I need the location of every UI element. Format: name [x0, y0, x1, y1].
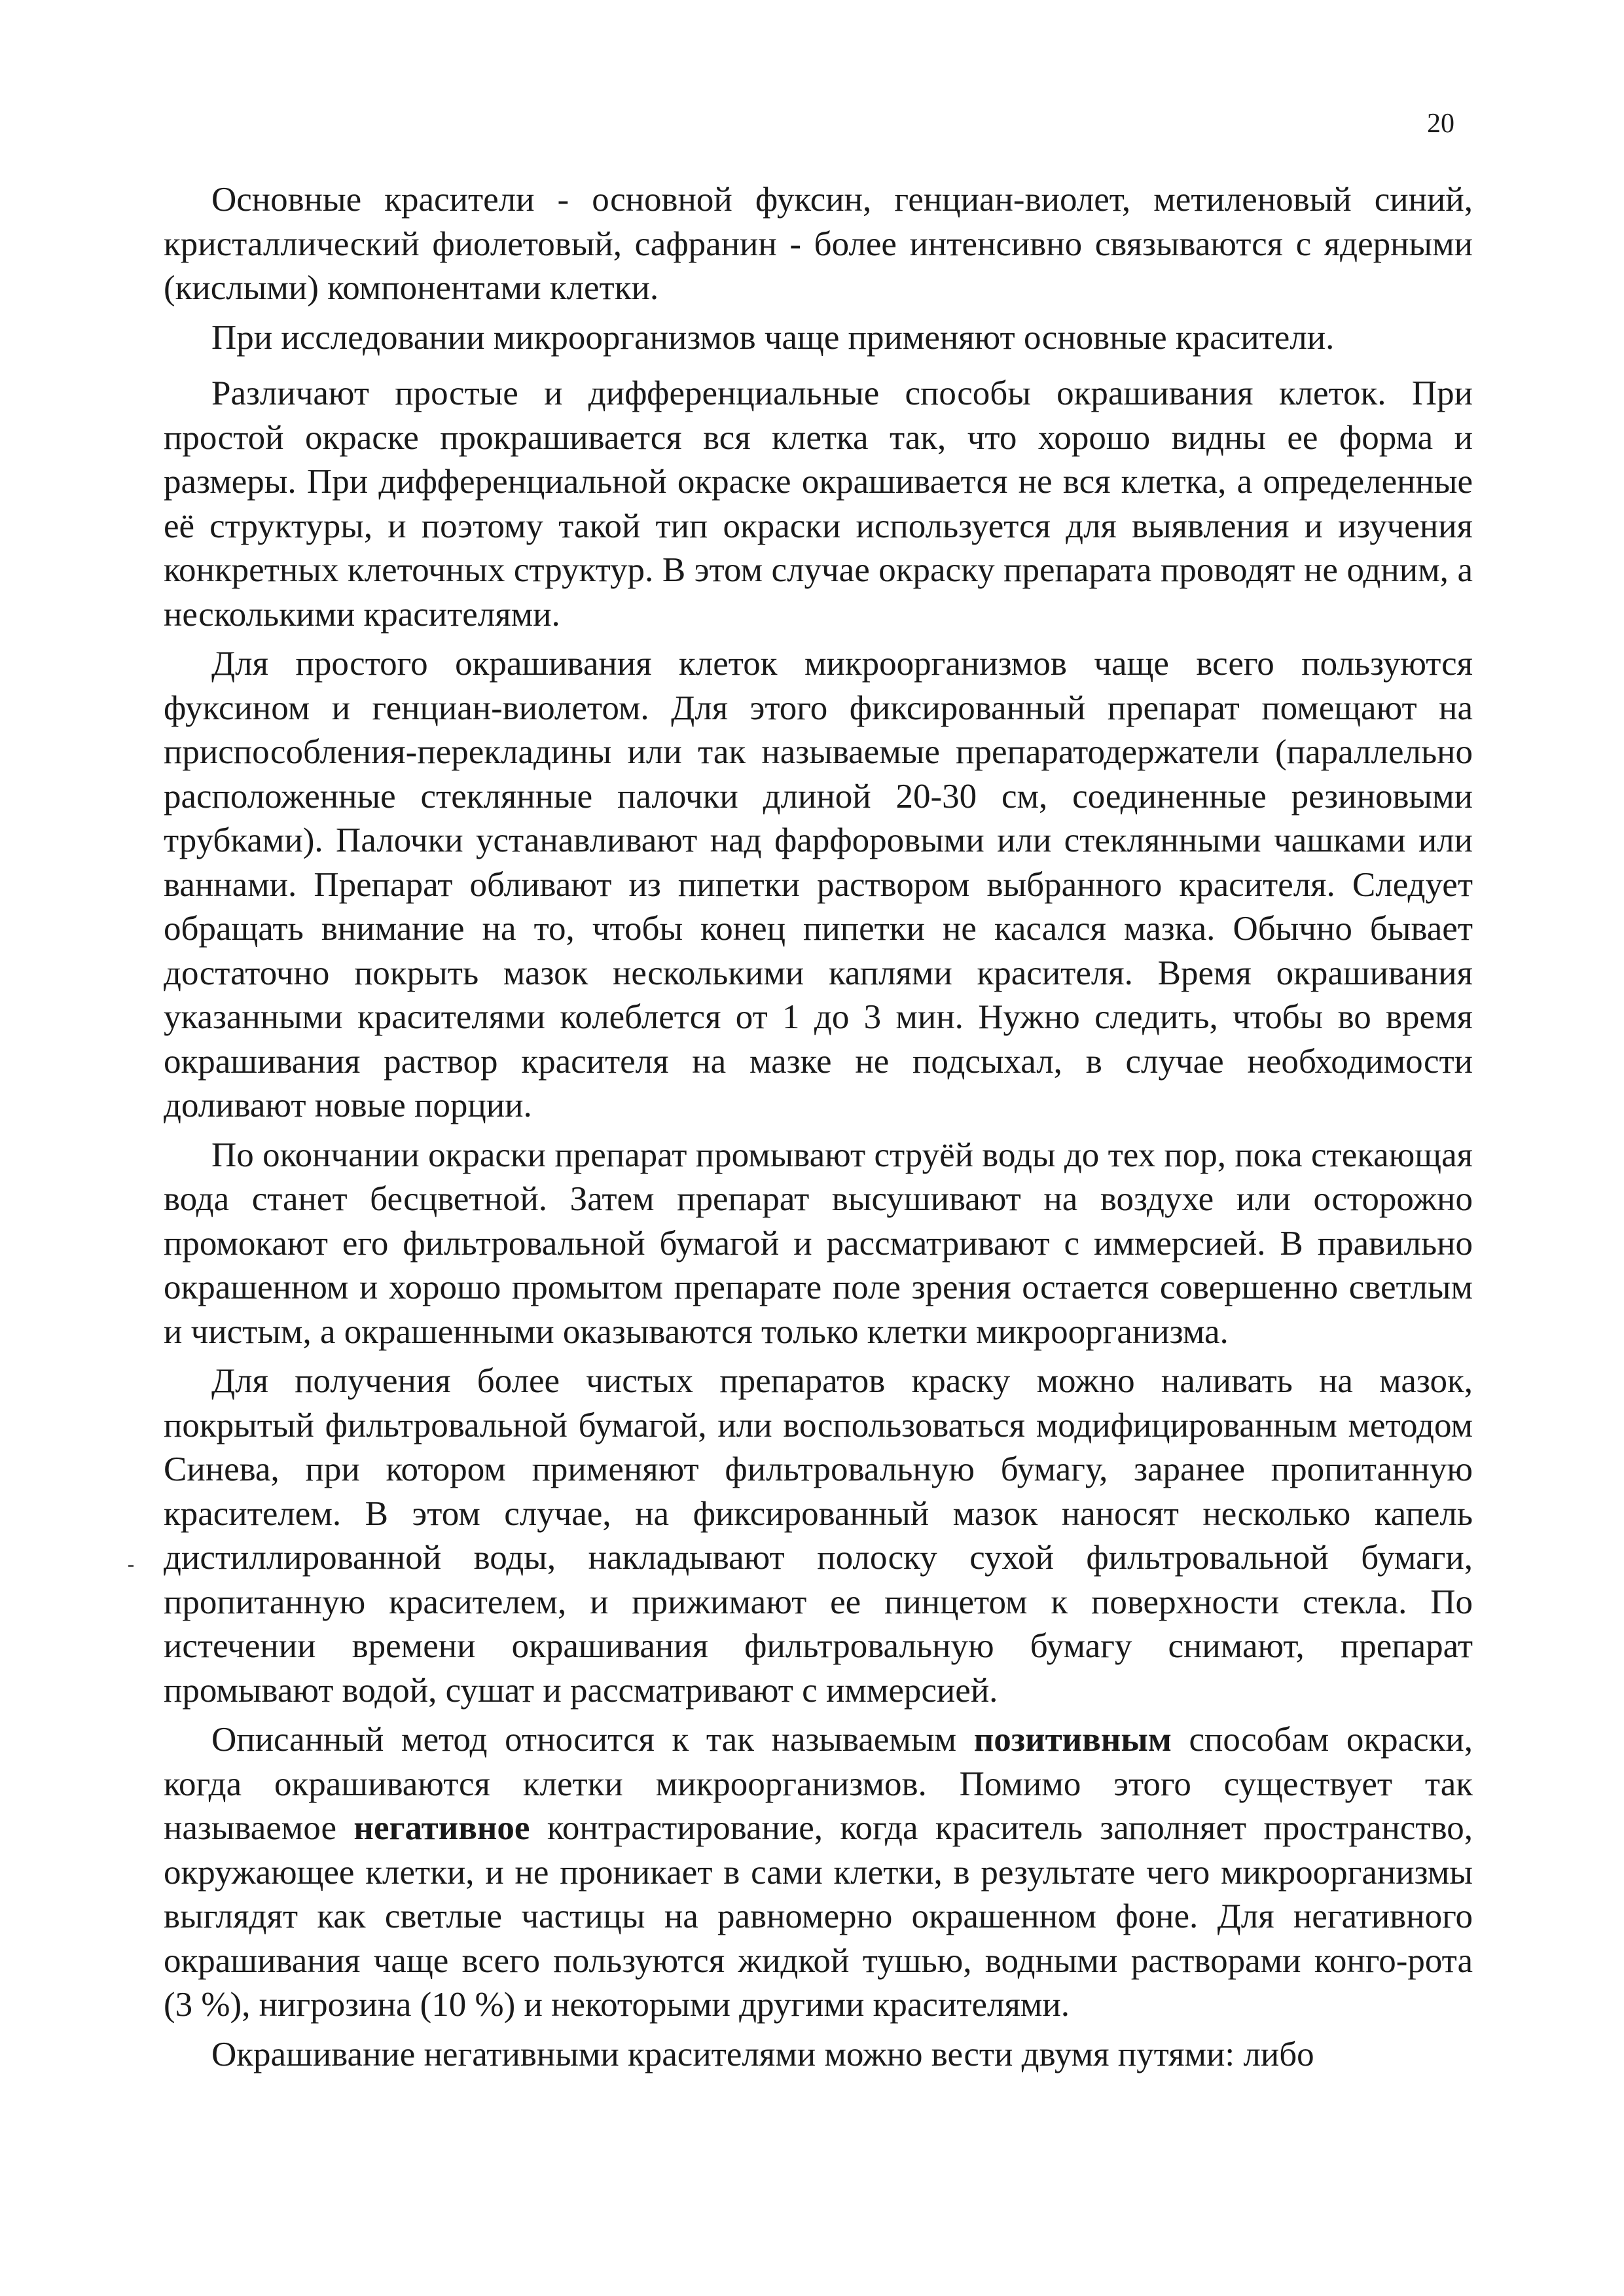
text-segment: контрастирование, когда краситель заполняет пространство, окружающее клетки, и не проникает в сами клетки, в результате чего микроорганизмы выглядят как светлые частицы на равномерно окрашенном фоне. Для негативного окрашивания чаще всего пользуются жидкой тушью, водными растворами конго-рота (3 %), нигрозина (10 %) и некоторыми другими красителями.	[164, 1809, 1473, 2024]
text-segment: Описанный метод относится к так называемым	[211, 1721, 974, 1759]
paragraph-negative-staining	[164, 1718, 1473, 2028]
paragraph-rinsing: По окончании окраски препарат промывают струёй воды до тех пор, пока стекающая вода станет бесцветной. Затем препарат высушивают на воздухе или осторожно промокают его фильтровальной бумагой и рассматривают с иммерсией. В правильно окрашенном и хорошо промытом препарате поле зрения остается совершенно светлым и чистым, а окрашенными оказываются только клетки микроорганизма.	[164, 1136, 1473, 1351]
paragraph-dye-usage: При исследовании микроорганизмов чаще применяют основные красители.	[211, 318, 1335, 357]
paragraph-sinev-method: Для получения более чистых препаратов краску можно наливать на мазок, покрытый фильтровальной бумагой, или воспользоваться модифицированным методом Синева, при котором применяют фильтровальную бумагу, заранее пропитанную красителем. В этом случае, на фиксированный мазок наносят несколько капель дистиллированной воды, накладывают полоску сухой фильтровальной бумаги, пропитанную красителем, и прижимают ее пинцетом к поверхности стекла. По истечении времени окрашивания фильтровальную бумагу снимают, препарат промывают водой, сушат и рассматривают с иммерсией.	[164, 1362, 1473, 1710]
emphasis-positive: позитивным	[973, 1721, 1172, 1759]
paragraph-basic-dyes: Основные красители - основной фуксин, генциан-виолет, метиленовый синий, кристаллический фиолетовый, сафранин - более интенсивно связываются с ядерными (кислыми) компонентами клетки.	[164, 181, 1473, 307]
page-number: 20	[1427, 109, 1454, 139]
paragraph-negative-paths: Окрашивание негативными красителями можно вести двумя путями: либо	[211, 2035, 1314, 2073]
document-body	[164, 178, 1473, 2082]
paragraph-staining-methods: Различают простые и дифференциальные способы окрашивания клеток. При простой окраске прокрашивается вся клетка так, что хорошо видны ее форма и размеры. При дифференциальной окраске окрашивается не вся клетка, а определенные её структуры, и поэтому такой тип окраски используется для выявления и изучения конкретных клеточных структур. В этом случае окраску препарата проводят не одним, а несколькими красителями.	[164, 374, 1473, 634]
text-segment: способам окраски, когда окрашиваются клетки микроорганизмов. Помимо этого существует так называемое	[164, 1721, 1473, 1847]
emphasis-negative: негативное	[353, 1809, 530, 1847]
margin-mark	[128, 1565, 134, 1567]
paragraph-simple-staining: Для простого окрашивания клеток микроорганизмов чаще всего пользуются фуксином и генциан-виолетом. Для этого фиксированный препарат помещают на приспособления-перекладины или так называемые препаратодержатели (параллельно расположенные стеклянные палочки длиной 20-30 см, соединенные резиновыми трубками). Палочки устанавливают над фарфоровыми или стеклянными чашками или ваннами. Препарат обливают из пипетки раствором выбранного красителя. Следует обращать внимание на то, чтобы конец пипетки не касался мазка. Обычно бывает достаточно покрыть мазок несколькими каплями красителя. Время окрашивания указанными красителями колеблется от 1 до 3 мин. Нужно следить, чтобы во время окрашивания раствор красителя на мазке не подсыхал, в случае необходимости доливают новые порции.	[164, 645, 1473, 1124]
